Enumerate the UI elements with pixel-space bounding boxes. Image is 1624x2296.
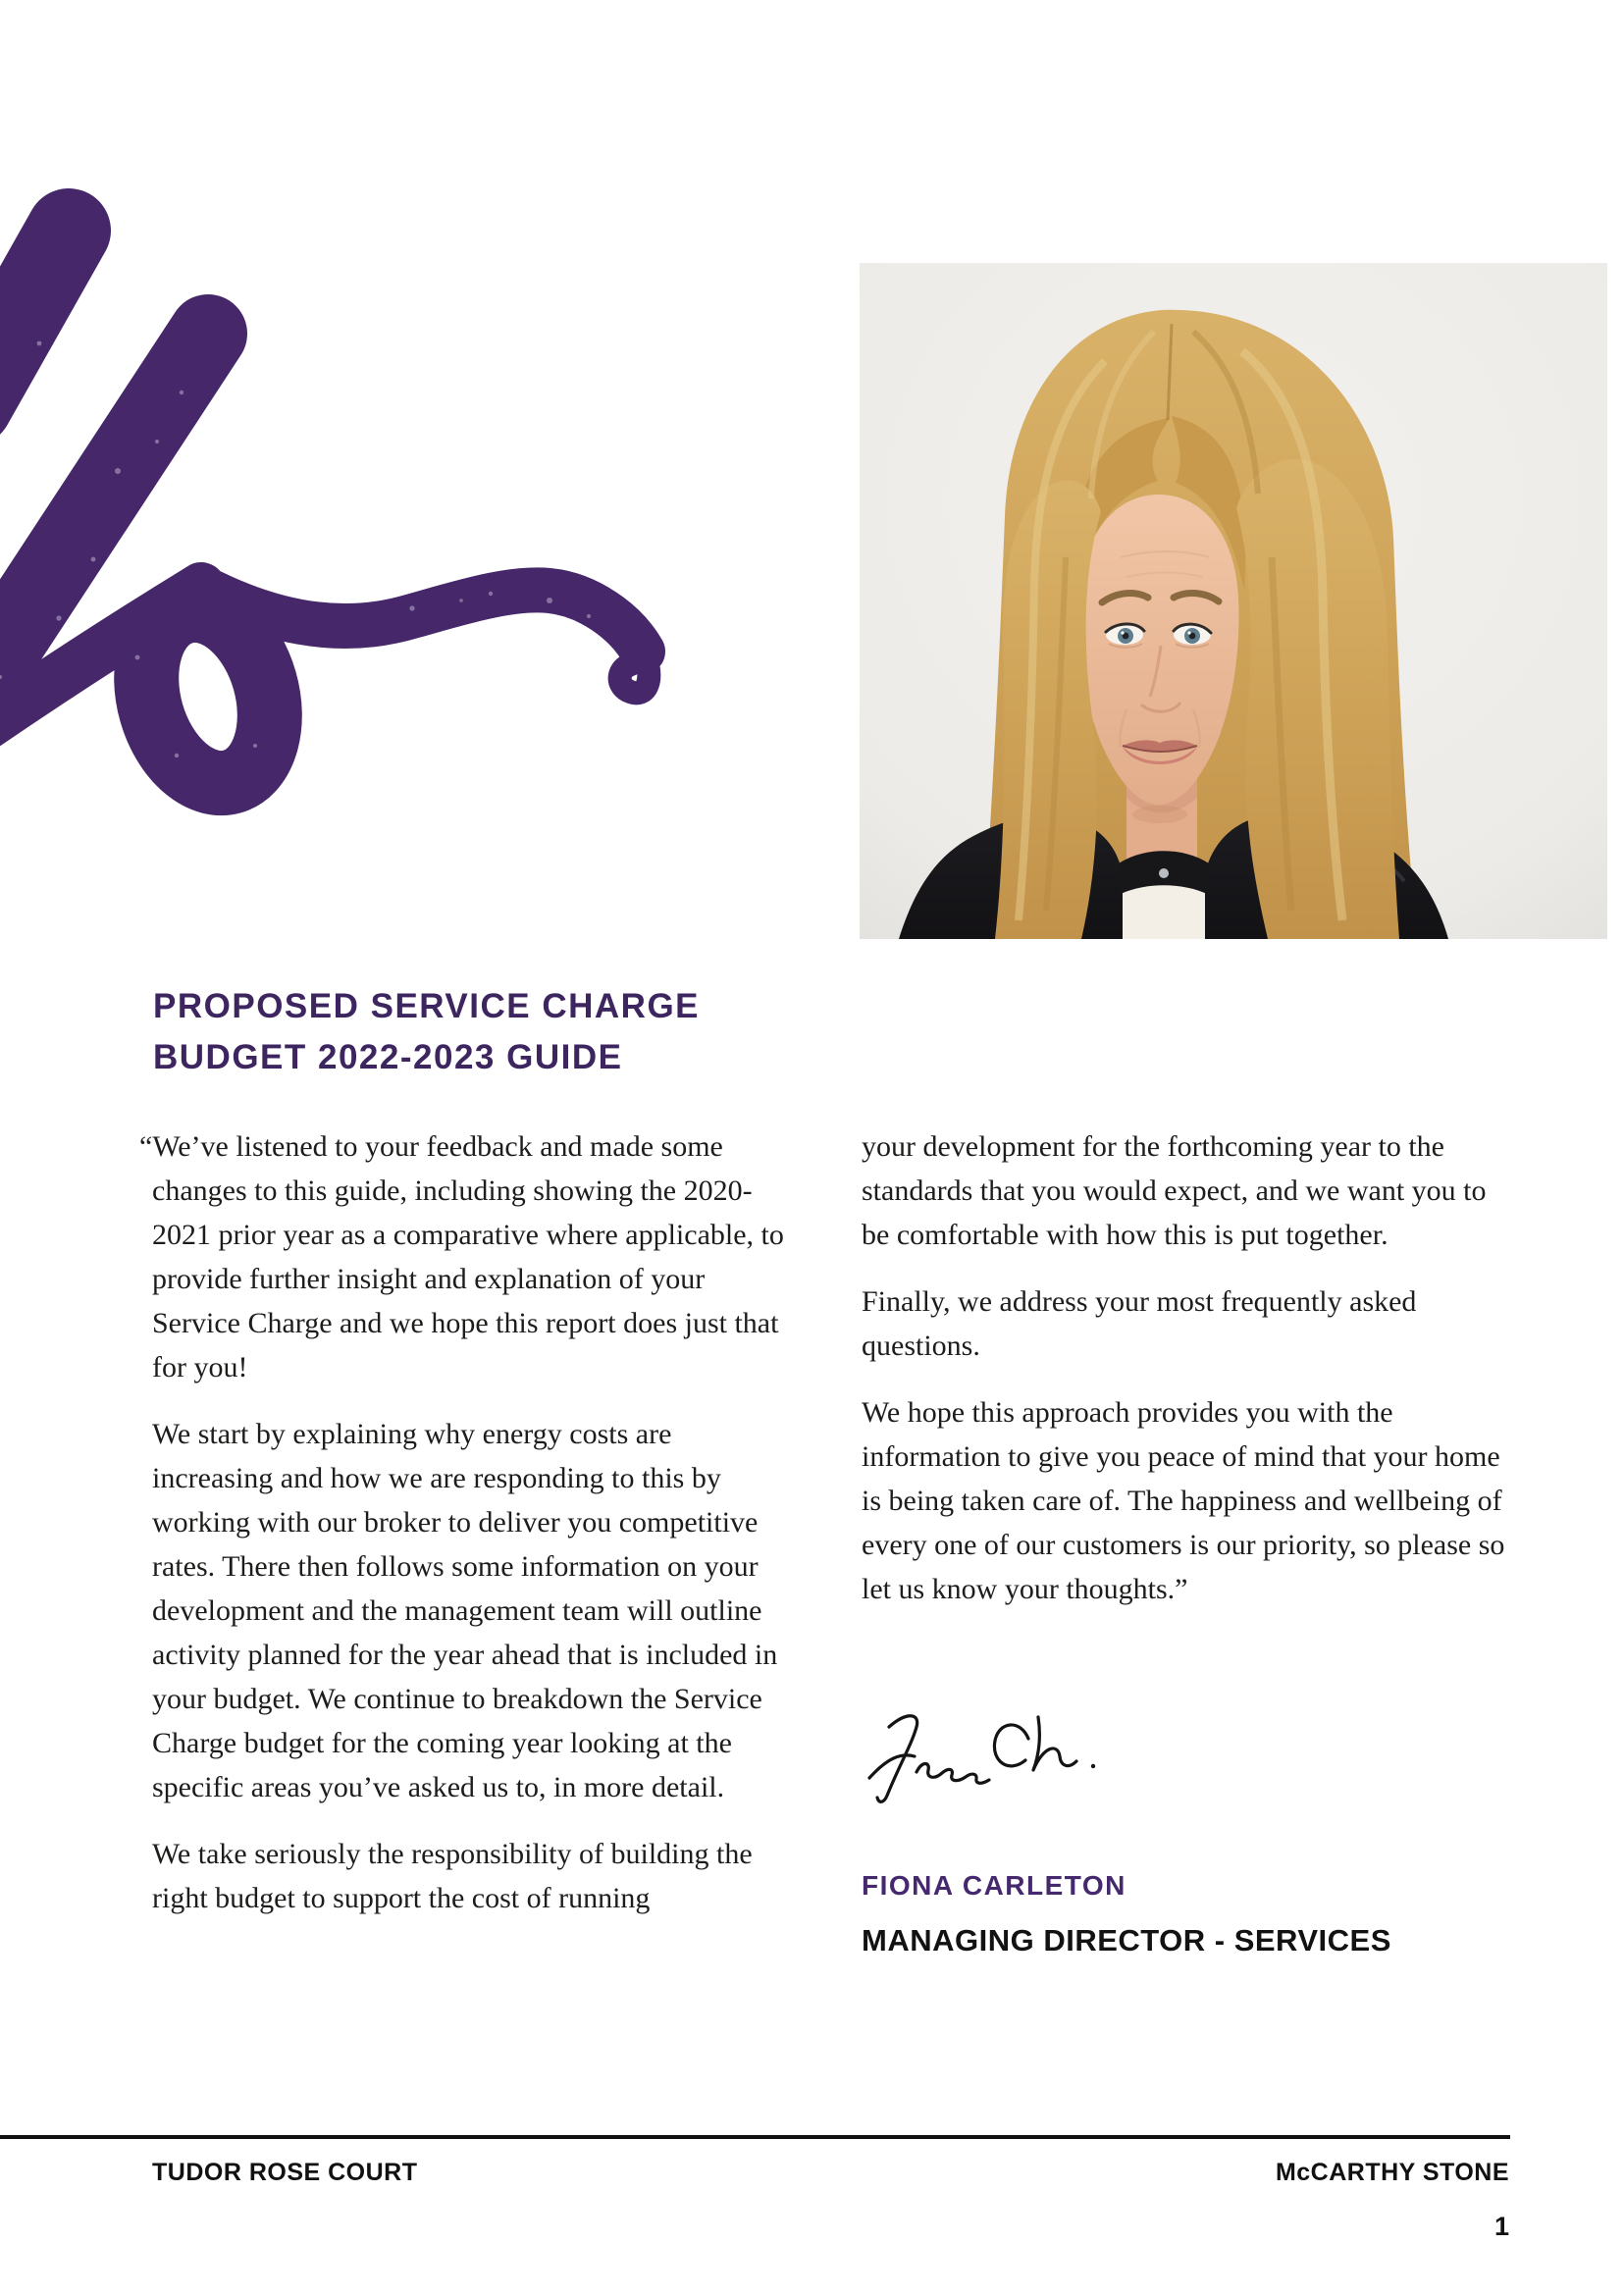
brush-stroke-graphic — [0, 147, 707, 873]
body-column-left — [139, 1124, 798, 1943]
signoff-name: FIONA CARLETON — [862, 1870, 1126, 1901]
paragraph: your development for the forthcoming year to the standards that you would expect, and we want you to be comfortable with how this is put together. — [862, 1130, 1487, 1251]
page-title-line2: BUDGET 2022-2023 GUIDE — [153, 1038, 623, 1076]
footer-development-name: TUDOR ROSE COURT — [152, 2159, 418, 2186]
footer-divider — [0, 2135, 1510, 2139]
footer-company-name: McCARTHY STONE — [1275, 2159, 1509, 2186]
signoff-title: MANAGING DIRECTOR - SERVICES — [862, 1923, 1391, 1957]
paragraph: “We’ve listened to your feedback and made some changes to this guide, including showing the 2020-2021 prior year as a comparative where applicable, to provide further insight and explanation of your Service Charge and we hope this report does just that for you! — [139, 1130, 784, 1383]
paragraph: Finally, we address your most frequently asked questions. — [862, 1285, 1417, 1362]
page-title-line1: PROPOSED SERVICE CHARGE — [153, 987, 701, 1025]
portrait-photo — [860, 263, 1607, 939]
paragraph: We hope this approach provides you with the information to give you peace of mind that your home is being taken care of. The happiness and wellbeing of every one of our customers is our priority, so please so let us know your thoughts.” — [862, 1396, 1505, 1605]
paragraph: We take seriously the responsibility of building the right budget to support the cost of running — [152, 1838, 753, 1914]
body-column-right — [862, 1124, 1507, 1634]
page-title — [153, 981, 801, 1083]
signature-image — [860, 1705, 1115, 1813]
page-number: 1 — [1493, 2212, 1509, 2241]
paragraph: We start by explaining why energy costs are increasing and how we are responding to this by working with our broker to deliver you competitive rates. There then follows some information on your development and the management team will outline activity planned for the year ahead that is included in your budget. We continue to breakdown the Service Charge budget for the coming year looking at the specific areas you’ve asked us to, in more detail. — [152, 1418, 778, 1803]
